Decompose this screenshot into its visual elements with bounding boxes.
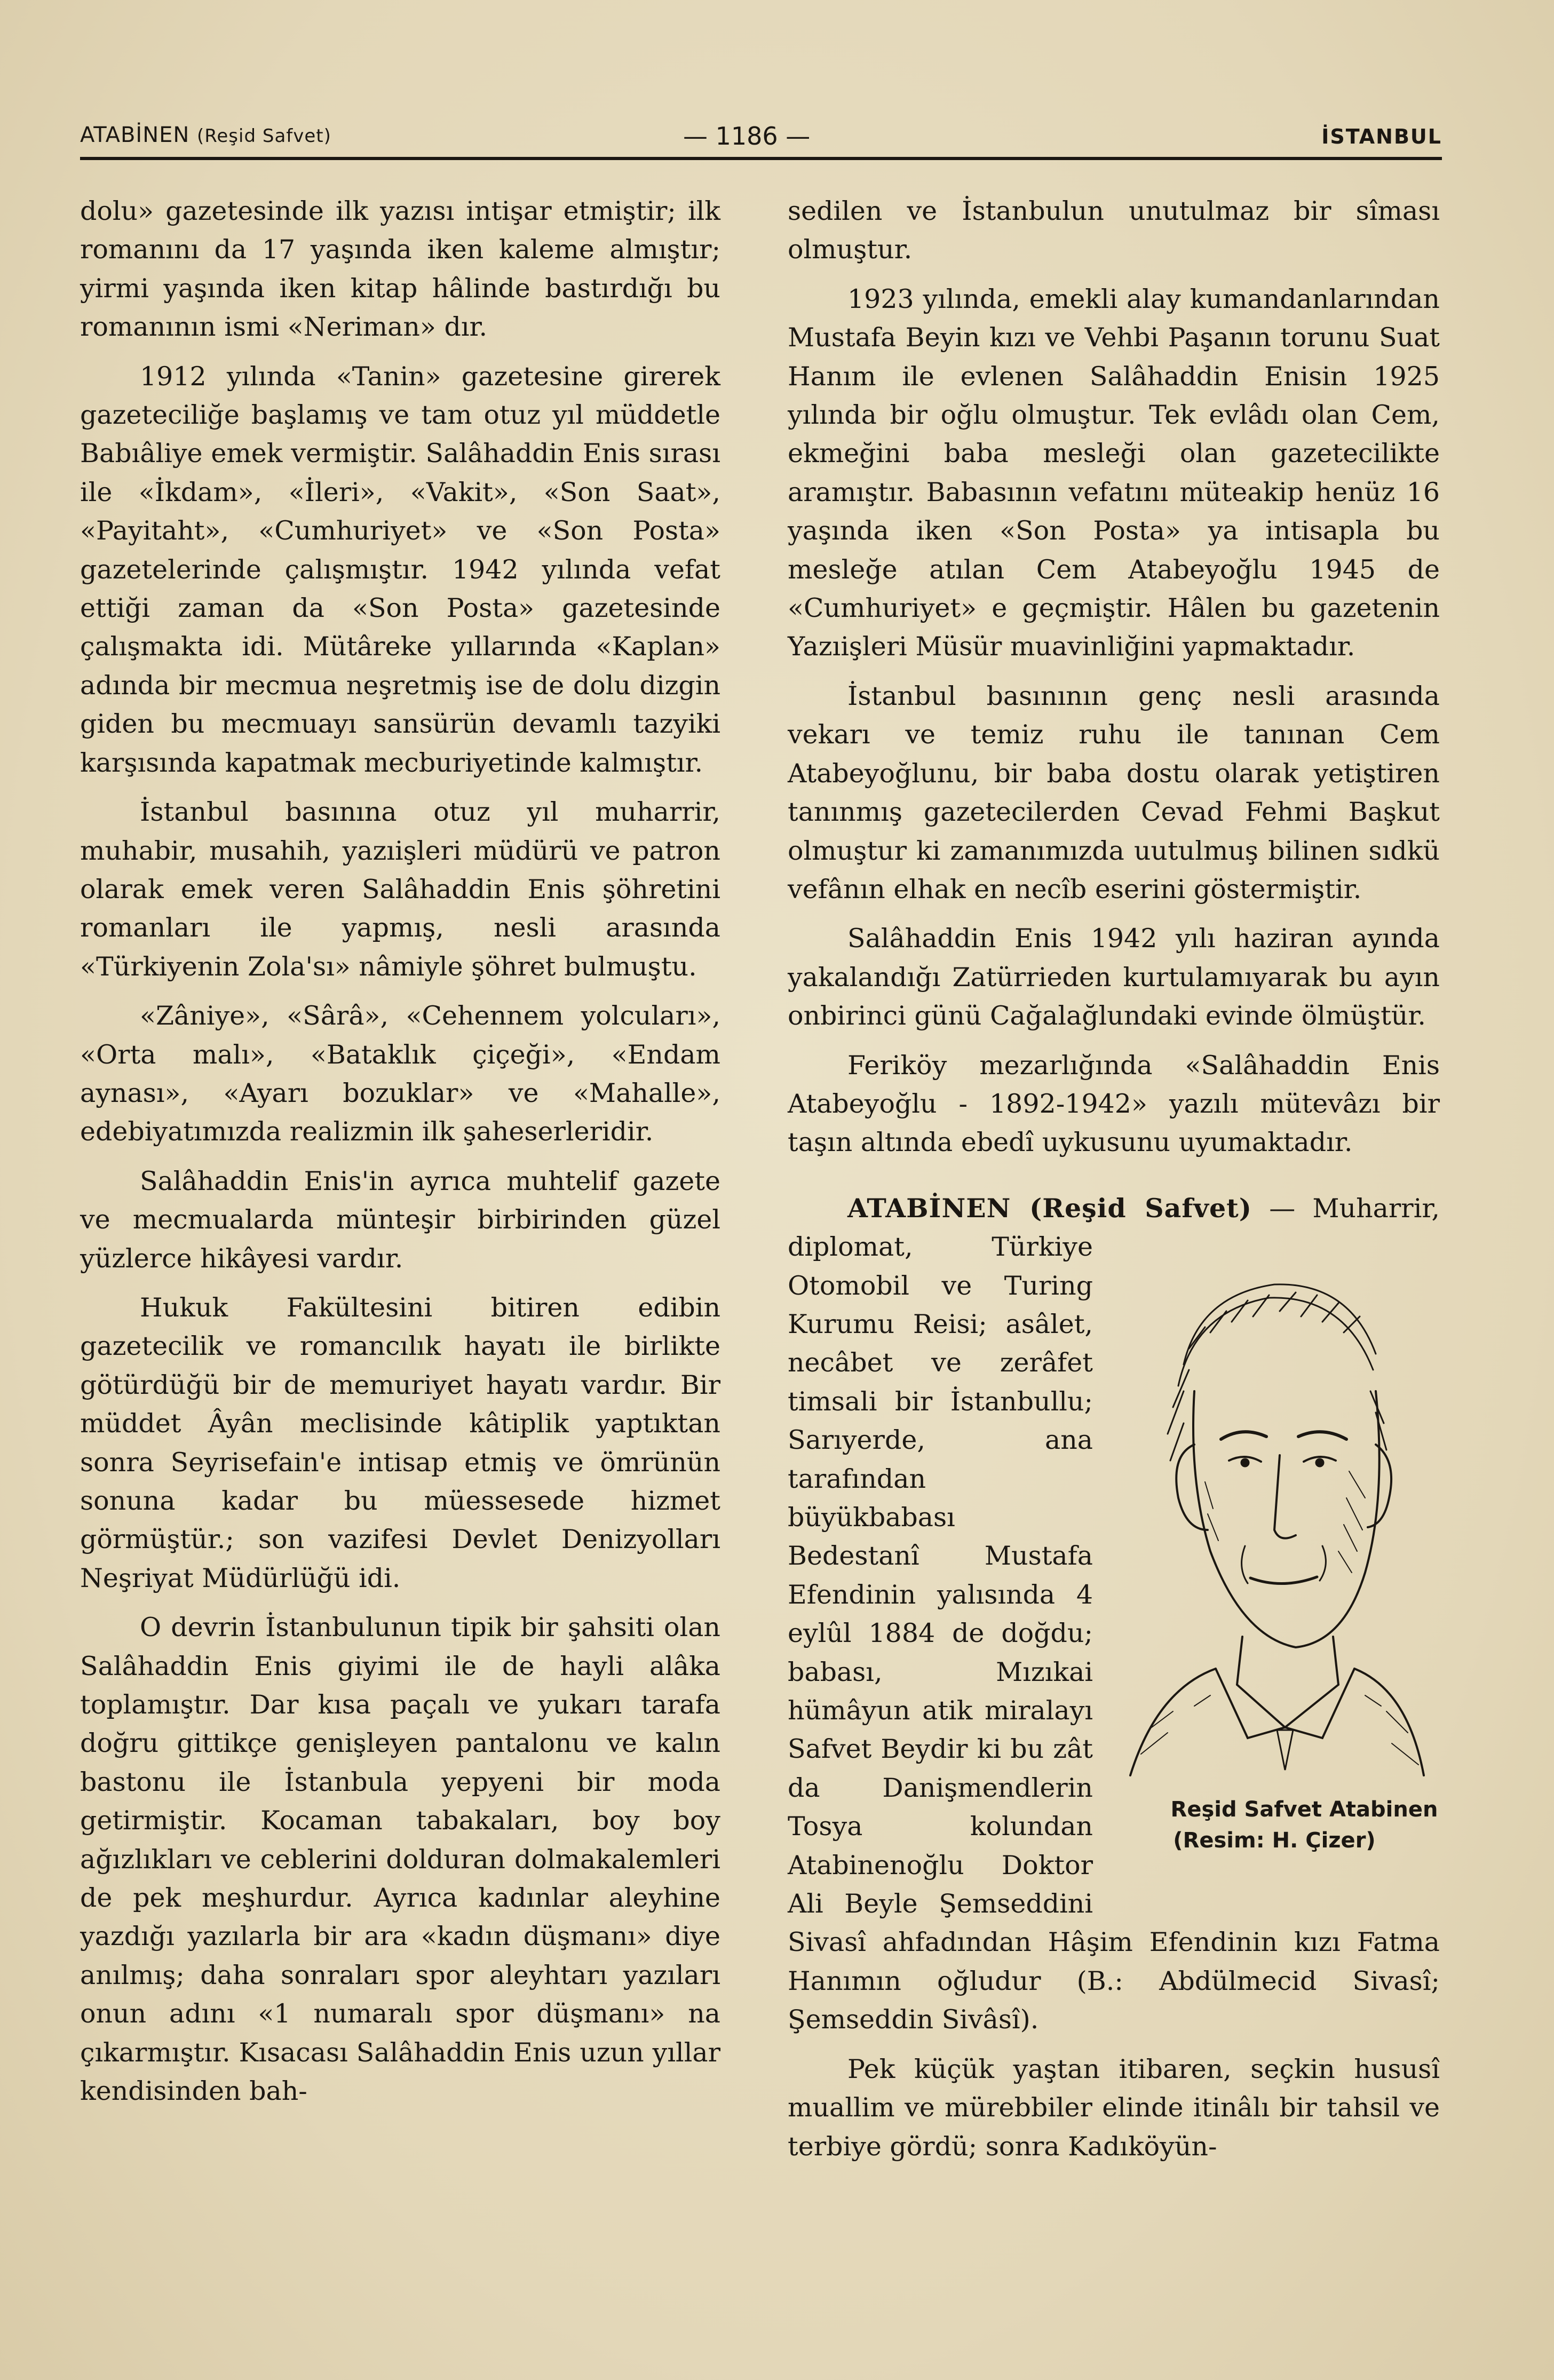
paragraph: O devrin İstanbulunun tipik bir şahsiti olan Salâhaddin Enis giyimi ile de hayli alâka toplamıştır. Dar kısa paçalı ve yukarı tarafa doğru gittikçe genişleyen pantalonu ve kalın bastonu ile İstanbula yepyeni bir moda getirmiştir. Kocaman tabakaları, boy boy ağızlıkları ve ceblerini dolduran dolmakalemleri de pek meşhurdur. Ayrıca kadınlar aleyhine yazdığı yazılarla bir ara «kadın düşmanı» diye anılmış; daha sonraları spor aleyhtarı yazıları onun adını «1 numaralı spor düşmanı» na çıkarmıştır. Kısacası Salâhaddin Enis uzun yıllar kendisinden bah- bbox=[80, 1612, 720, 2107]
paragraph: Salâhaddin Enis'in ayrıca muhtelif gazete ve mecmualarda münteşir birbirinden güzel yüzlerce hikâyesi vardır. bbox=[80, 1165, 720, 1274]
portrait-figure bbox=[1109, 1231, 1440, 1901]
paragraph: dolu» gazetesinde ilk yazısı intişar etmiştir; ilk romanını da 17 yaşında iken kaleme almıştır; yirmi yaşında iken kitap hâlinde bastırdığı bu romanının ismi «Neriman» dır. bbox=[80, 196, 720, 343]
paragraph: 1923 yılında, emekli alay kumandanlarından Mustafa Beyin kızı ve Vehbi Paşanın torunu Suat Hanım ile evlenen Salâhaddin Enisin 1925 yılında bir oğlu olmuştur. Tek evlâdı olan Cem, ekmeğini baba mesleği olan gazetecilikte aramıştır. Babasının vefatını müteakip henüz 16 yaşında iken «Son Posta» ya intisapla bu mesleğe atılan Cem Atabeyoğlu 1945 de «Cumhuriyet» e geçmiştir. Hâlen bu gazetenin Yazıişleri Müsür muavinliğini yapmaktadır. bbox=[788, 283, 1440, 662]
left-column bbox=[80, 192, 720, 2111]
running-header bbox=[80, 91, 1442, 160]
caption-name: Reşid Safvet Atabinen bbox=[1170, 1797, 1438, 1822]
paragraph: Feriköy mezarlığında «Salâhaddin Enis Atabeyoğlu - 1892-1942» yazılı mütevâzı bir taşın altında ebedî uykusunu uyumaktadır. bbox=[788, 1050, 1440, 1158]
header-rule bbox=[80, 157, 1442, 160]
paragraph: 1912 yılında «Tanin» gazetesine girerek gazeteciliğe başlamış ve tam otuz yıl müddetle Babıâliye emek vermiştir. Salâhaddin Enis sırası ile «İkdam», «İleri», «Vakit», «Son Saat», «Payitaht», «Cumhuriyet» ve «Son Posta» gazetelerinde çalışmıştır. 1942 yılında vefat ettiği zaman da «Son Posta» gazetesinde çalışmakta idi. Mütâreke yıllarında «Kaplan» adında bir mecmua neşretmiş ise de dolu dizgin giden bu mecmuayı sansürün devamlı tazyiki karşısında kapatmak mecburiyetinde kalmıştır. bbox=[80, 361, 720, 778]
paragraph: Salâhaddin Enis 1942 yılı haziran ayında yakalandığı Zatürrieden kurtulamıyarak bu ayın onbirinci günü Cağalağlundaki evinde ölmüştür. bbox=[788, 923, 1440, 1032]
header-left bbox=[80, 123, 331, 147]
paragraph: «Zâniye», «Sârâ», «Cehennem yolcuları», «Orta malı», «Bataklık çiçeği», «Endam aynası», «Ayarı bozuklar» ve «Mahalle», edebiyatımızda realizmin ilk şaheserleridir. bbox=[80, 1001, 720, 1147]
right-column bbox=[788, 192, 1440, 2166]
portrait-caption bbox=[1109, 1794, 1440, 1856]
header-name: ATABİNEN bbox=[80, 123, 190, 147]
header-sub: (Reşid Safvet) bbox=[197, 125, 331, 147]
caption-credit: (Resim: H. Çizer) bbox=[1173, 1828, 1376, 1853]
portrait-sketch-icon bbox=[1120, 1231, 1429, 1781]
paragraph: Pek küçük yaştan itibaren, seçkin hususî muallim ve mürebbiler elinde itinâlı bir tahsil ve terbiye gördü; sonra Kadıköyün- bbox=[788, 2053, 1440, 2162]
paragraph: İstanbul basınına otuz yıl muharrir, muhabir, musahih, yazıişleri müdürü ve patron olarak emek veren Salâhaddin Enis şöhretini romanları ile yapmış, nesli arasında «Türkiyenin Zola'sı» nâmiyle şöhret bulmuştu. bbox=[80, 797, 720, 982]
entry-paragraph bbox=[788, 1189, 1440, 2040]
entry-text: — Muharrir, diplomat, Türkiye Otomobil ve Turing Kurumu Reisi; asâlet, necâbet ve zerâfet timsali bir İstanbullu; Sarıyerde, ana tarafından büyükbabası Bedestanî Mustafa Efendinin yalısında 4 eylûl 1884 de doğdu; babası, Mızıkai hümâyun atik miralayı Safvet Beydir ki bu zât da Danişmendlerin Tosya kolundan Atabinenoğlu Doktor Ali Beyle Şemseddini Sivasî ahfadından Hâşim Efendinin kızı Fatma Hanımın oğludur (B.: Abdülmecid Sivasî; Şemseddin Sivâsî). bbox=[788, 1193, 1440, 2035]
entry-headword: ATABİNEN (Reşid Safvet) bbox=[847, 1192, 1252, 1224]
page-number: — 1186 — bbox=[683, 122, 811, 150]
paragraph: sedilen ve İstanbulun unutulmaz bir sîması olmuştur. bbox=[788, 196, 1440, 265]
header-right: İSTANBUL bbox=[1321, 125, 1442, 148]
paragraph: Hukuk Fakültesini bitiren edibin gazetecilik ve romancılık hayatı ile birlikte götürdüğü bir de memuriyet hayatı vardır. Bir müddet Âyân meclisinde kâtiplik yaptıktan sonra Seyrisefain'e intisap etmiş ve ömrünün sonuna kadar bu müessesede hizmet görmüştür.; son vazifesi Devlet Denizyolları Neşriyat Müdürlüğü idi. bbox=[80, 1292, 720, 1593]
paragraph: İstanbul basınının genç nesli arasında vekarı ve temiz ruhu ile tanınan Cem Atabeyoğlunu, bir baba dostu olarak yetiştiren tanınmış gazetecilerden Cevad Fehmi Başkut olmuştur ki zamanımızda uutulmuş bilinen sıdkü vefânın elhak en necîb eserini göstermiştir. bbox=[788, 680, 1440, 905]
